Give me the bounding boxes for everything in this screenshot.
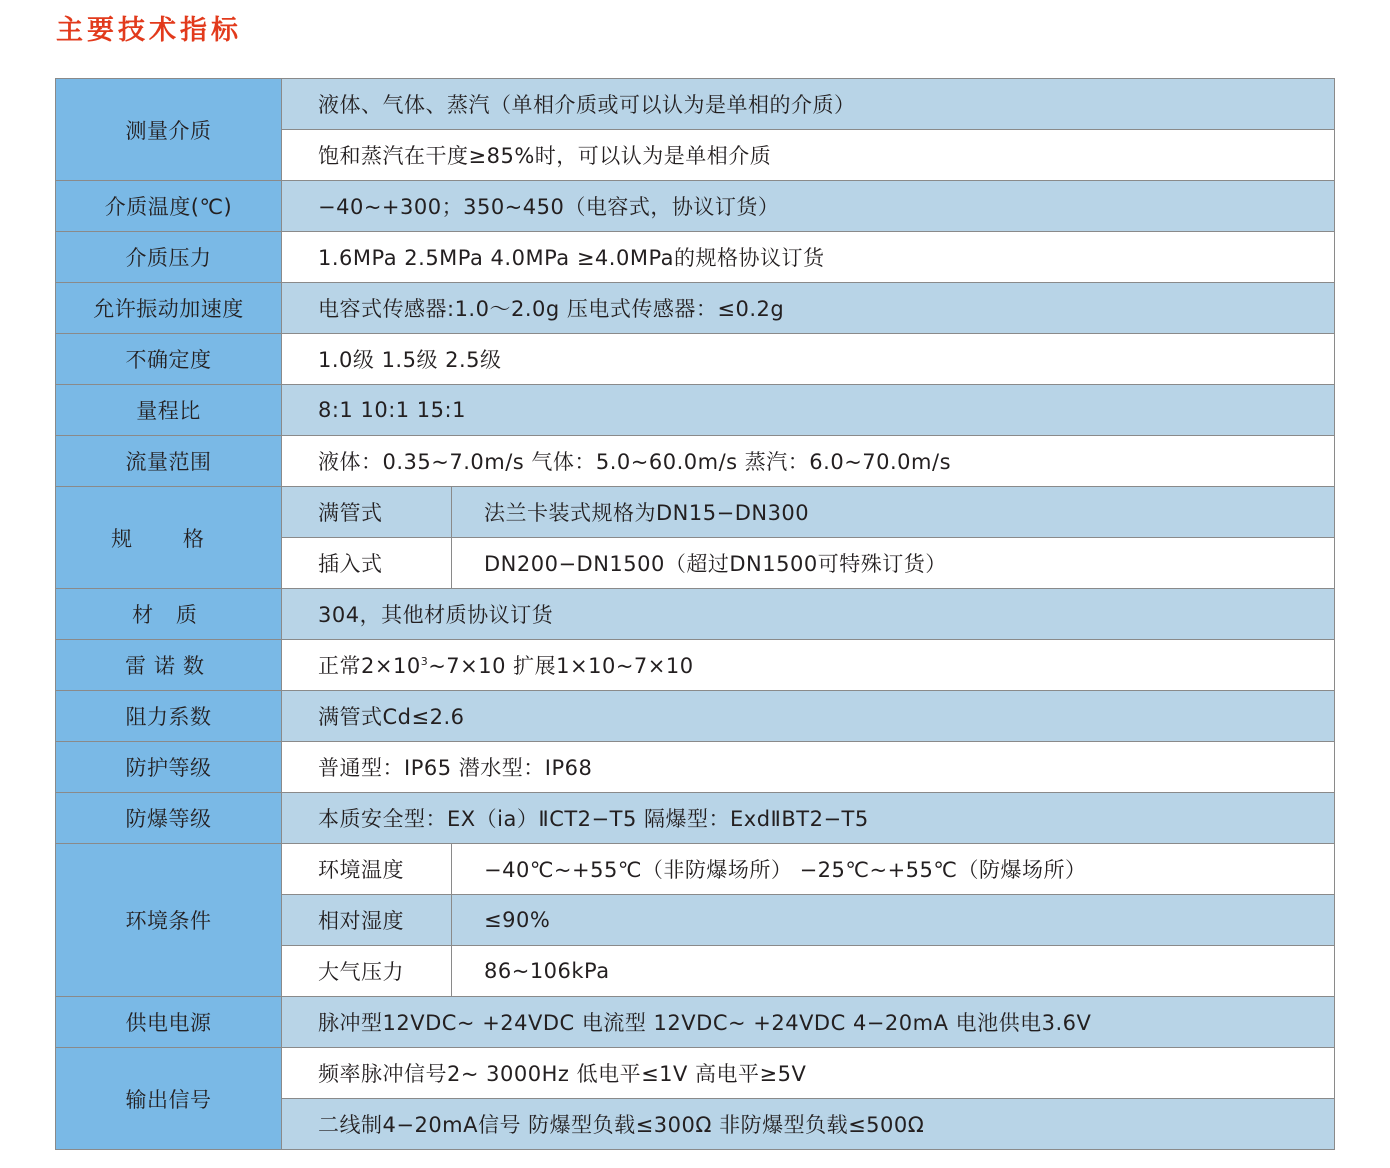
row-value-protection: 普通型：IP65 潜水型：IP68	[282, 742, 1335, 793]
table-row	[56, 691, 1335, 742]
table-row	[56, 181, 1335, 232]
row-label-resistance: 阻力系数	[56, 691, 282, 742]
row-label-medium: 测量介质	[56, 79, 282, 181]
row-label-explosion: 防爆等级	[56, 793, 282, 844]
row-value-temp: −40~+300；350~450（电容式，协议订货）	[282, 181, 1335, 232]
row-label-pressure: 介质压力	[56, 232, 282, 283]
row-label-reynolds	[56, 640, 282, 691]
table-row	[56, 79, 1335, 130]
row-value-output-2: 二线制4−20mA信号 防爆型负载≤300Ω 非防爆型负载≤500Ω	[282, 1099, 1335, 1150]
table-row	[56, 793, 1335, 844]
table-row	[56, 589, 1335, 640]
table-row	[56, 436, 1335, 487]
reynolds-value-post: ~7×10 扩展1×10~7×10	[428, 654, 694, 678]
row-value-env-2: ≤90%	[452, 895, 1335, 946]
row-value-reynolds	[282, 640, 1335, 691]
row-value-uncertainty: 1.0级 1.5级 2.5级	[282, 334, 1335, 385]
table-row	[56, 232, 1335, 283]
row-value-output-1: 频率脉冲信号2~ 3000Hz 低电平≤1V 高电平≥5V	[282, 1048, 1335, 1099]
row-label-material	[56, 589, 282, 640]
row-label-environment: 环境条件	[56, 844, 282, 997]
row-label-uncertainty: 不确定度	[56, 334, 282, 385]
table-row	[56, 1048, 1335, 1099]
row-label-protection: 防护等级	[56, 742, 282, 793]
row-value-medium-1: 液体、气体、蒸汽（单相介质或可以认为是单相的介质）	[282, 79, 1335, 130]
row-label-vibration: 允许振动加速度	[56, 283, 282, 334]
row-value-material: 304，其他材质协议订货	[282, 589, 1335, 640]
row-value-power: 脉冲型12VDC~ +24VDC 电流型 12VDC~ +24VDC 4−20mA 电池供电3.6V	[282, 997, 1335, 1048]
reynolds-label-text: 雷诺数	[125, 654, 212, 678]
row-sublabel-env-2: 相对湿度	[282, 895, 452, 946]
table-row	[56, 640, 1335, 691]
row-label-flow-range: 流量范围	[56, 436, 282, 487]
row-sublabel-env-1: 环境温度	[282, 844, 452, 895]
row-label-temp: 介质温度(℃)	[56, 181, 282, 232]
table-row	[56, 997, 1335, 1048]
row-value-pressure: 1.6MPa 2.5MPa 4.0MPa ≥4.0MPa的规格协议订货	[282, 232, 1335, 283]
row-value-vibration: 电容式传感器:1.0～2.0g 压电式传感器：≤0.2g	[282, 283, 1335, 334]
row-sublabel-spec-1: 满管式	[282, 487, 452, 538]
row-value-explosion: 本质安全型：EX（ia）ⅡCT2−T5 隔爆型：ExdⅡBT2−T5	[282, 793, 1335, 844]
row-value-spec-1: 法兰卡装式规格为DN15−DN300	[452, 487, 1335, 538]
spec-table	[55, 78, 1335, 1150]
row-value-env-3: 86~106kPa	[452, 946, 1335, 997]
row-label-range-ratio: 量程比	[56, 385, 282, 436]
row-label-power: 供电电源	[56, 997, 282, 1048]
table-row	[56, 742, 1335, 793]
material-label-text: 材 质	[132, 603, 205, 627]
table-row	[56, 487, 1335, 538]
row-label-output: 输出信号	[56, 1048, 282, 1150]
page-title: 主要技术指标	[56, 15, 242, 46]
reynolds-exponent: 3	[420, 655, 429, 668]
row-value-spec-2: DN200−DN1500（超过DN1500可特殊订货）	[452, 538, 1335, 589]
table-row	[56, 334, 1335, 385]
row-sublabel-spec-2: 插入式	[282, 538, 452, 589]
table-row	[56, 844, 1335, 895]
row-value-flow-range: 液体：0.35~7.0m/s 气体：5.0~60.0m/s 蒸汽：6.0~70.0m/s	[282, 436, 1335, 487]
row-value-range-ratio: 8:1 10:1 15:1	[282, 385, 1335, 436]
row-sublabel-env-3: 大气压力	[282, 946, 452, 997]
row-label-spec	[56, 487, 282, 589]
table-row	[56, 283, 1335, 334]
table-row	[56, 385, 1335, 436]
row-value-env-1: −40℃~+55℃（非防爆场所） −25℃~+55℃（防爆场所）	[452, 844, 1335, 895]
reynolds-value-pre: 正常2×10	[318, 654, 421, 678]
row-value-resistance: 满管式Cd≤2.6	[282, 691, 1335, 742]
row-value-medium-2: 饱和蒸汽在干度≥85%时，可以认为是单相介质	[282, 130, 1335, 181]
spec-label-text: 规 格	[111, 526, 226, 551]
